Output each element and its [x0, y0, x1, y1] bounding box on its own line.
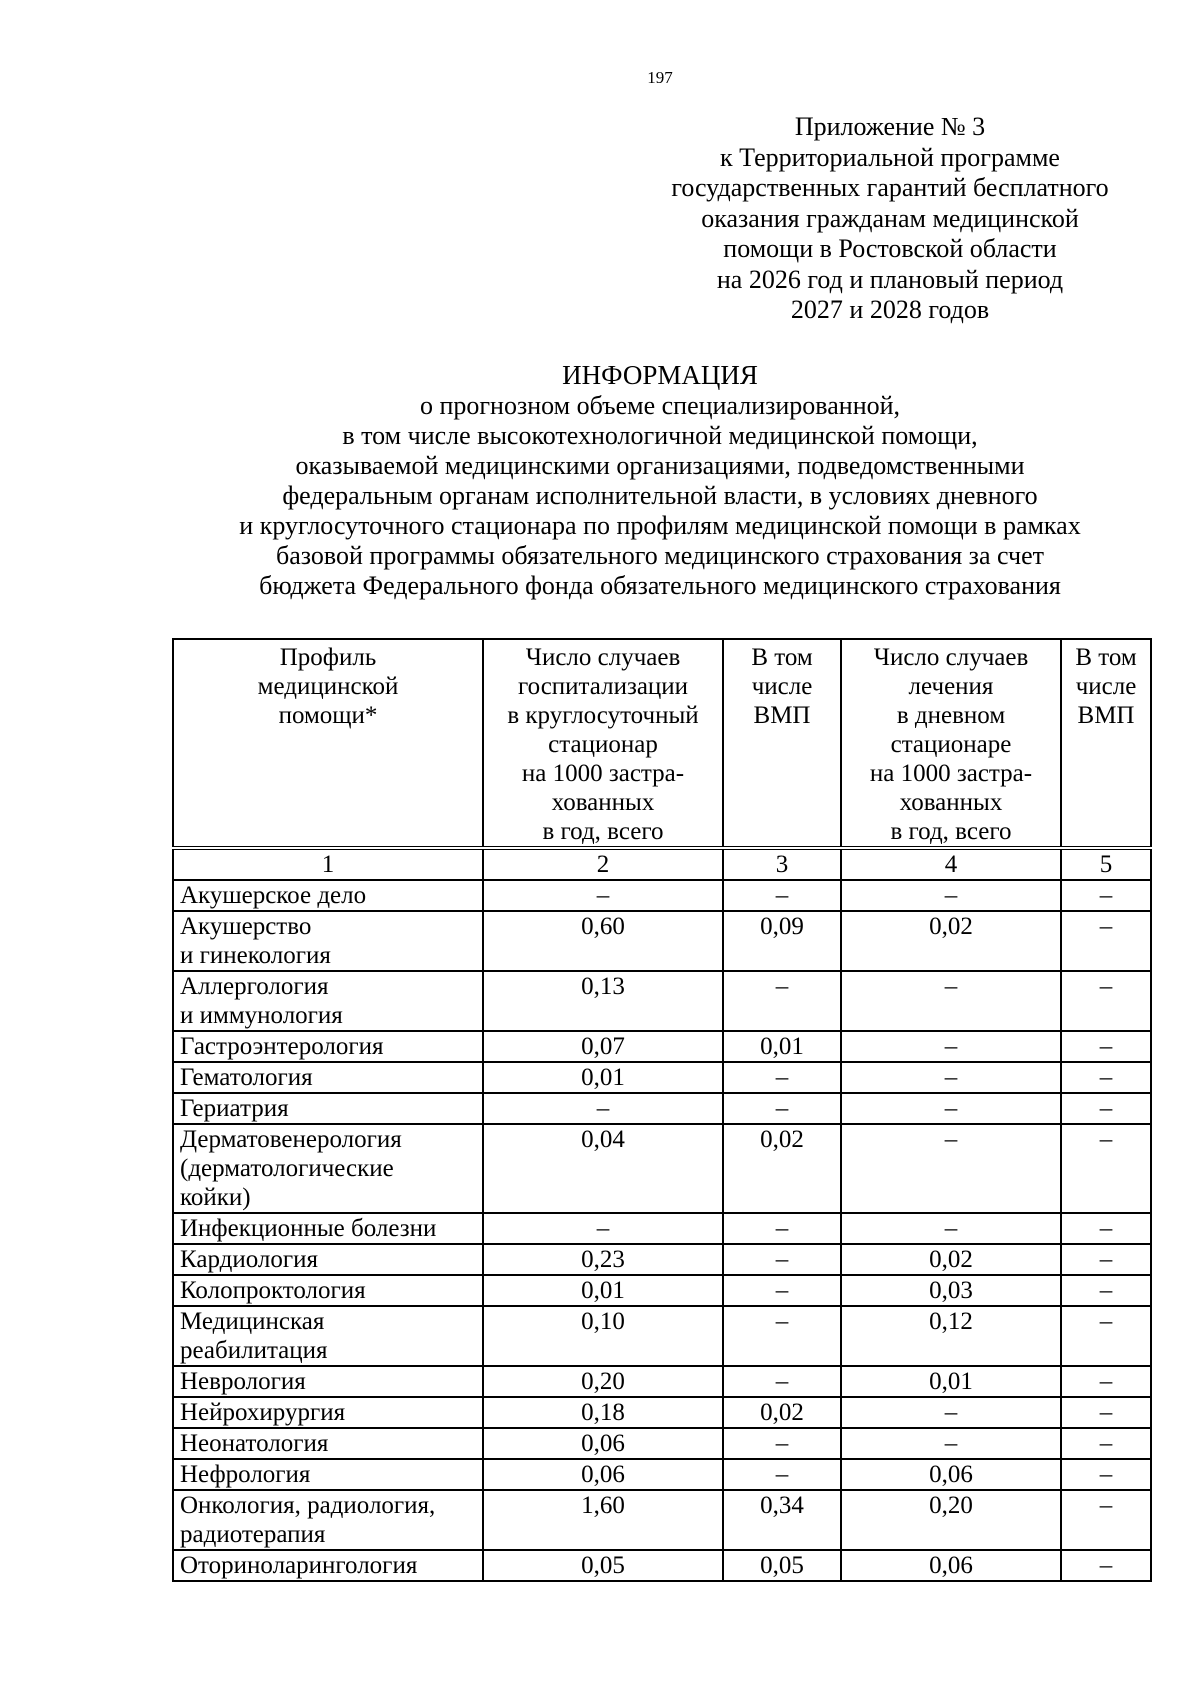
day-vmp-cell: –	[1061, 1550, 1151, 1581]
profile-name-cell	[173, 1275, 483, 1306]
hospital-cases-cell: –	[483, 1213, 723, 1244]
hospital-cases-cell: 0,06	[483, 1428, 723, 1459]
day-vmp-cell: –	[1061, 1213, 1151, 1244]
table-row	[173, 1213, 1151, 1244]
column-number-row	[173, 848, 1151, 880]
day-cases-cell: –	[841, 1428, 1061, 1459]
profile-name-cell	[173, 1459, 483, 1490]
day-vmp-cell: –	[1061, 1428, 1151, 1459]
day-cases-cell: 0,12	[841, 1306, 1061, 1366]
table-row	[173, 1366, 1151, 1397]
hospital-vmp-cell: –	[723, 1213, 841, 1244]
profile-name-line: Нефрология	[180, 1461, 311, 1488]
hospital-cases-cell: 1,60	[483, 1490, 723, 1550]
hospital-vmp-cell: –	[723, 1306, 841, 1366]
profile-name-line: койки)	[180, 1184, 251, 1211]
profile-name-cell	[173, 1366, 483, 1397]
profile-name-line: Онкология, радиология,	[180, 1492, 436, 1519]
hospital-vmp-cell: 0,01	[723, 1031, 841, 1062]
profile-name-cell	[173, 1397, 483, 1428]
day-cases-cell: –	[841, 971, 1061, 1031]
profile-name-line: Неонатология	[180, 1430, 329, 1457]
hospital-vmp-cell: –	[723, 1275, 841, 1306]
profile-name-cell	[173, 1213, 483, 1244]
profile-name-line: Аллергология	[180, 973, 329, 1000]
hospital-cases-cell: –	[483, 880, 723, 911]
appendix-line: на 2026 год и плановый период	[716, 264, 1064, 294]
day-cases-cell: –	[841, 1397, 1061, 1428]
profile-name-line: Оториноларингология	[180, 1552, 418, 1579]
hospital-cases-cell: 0,18	[483, 1397, 723, 1428]
table-row	[173, 1031, 1151, 1062]
hospital-vmp-cell: 0,02	[723, 1124, 841, 1213]
document-subtitle-line: оказываемой медицинскими организациями, подведомственными	[295, 451, 1025, 480]
table-row	[173, 1428, 1151, 1459]
day-vmp-cell: –	[1061, 911, 1151, 971]
document-subtitle-line: федеральным органам исполнительной власти, в условиях дневного	[282, 481, 1038, 510]
profile-name-cell	[173, 1428, 483, 1459]
document-title: ИНФОРМАЦИЯ	[562, 360, 758, 390]
table-row	[173, 1550, 1151, 1581]
profile-name-line: Колопроктология	[180, 1277, 366, 1304]
hospital-cases-cell: 0,07	[483, 1031, 723, 1062]
appendix-reference	[640, 112, 1140, 326]
day-cases-cell: –	[841, 1062, 1061, 1093]
appendix-line: помощи в Ростовской области	[723, 234, 1057, 263]
day-vmp-cell: –	[1061, 1275, 1151, 1306]
table-row	[173, 971, 1151, 1031]
day-vmp-cell: –	[1061, 1366, 1151, 1397]
hospital-vmp-cell: 0,34	[723, 1490, 841, 1550]
profile-name-cell	[173, 1124, 483, 1213]
table-row	[173, 1124, 1151, 1213]
header-day-vmp: В том числе ВМП	[1061, 639, 1151, 848]
table-row	[173, 1459, 1151, 1490]
appendix-line: оказания гражданам медицинской	[701, 203, 1079, 233]
document-subtitle-line: и круглосуточного стационара по профилям медицинской помощи в рамках	[239, 511, 1081, 540]
hospital-cases-cell: 0,05	[483, 1550, 723, 1581]
appendix-line: 2027 и 2028 годов	[790, 295, 990, 324]
hospital-vmp-cell: –	[723, 1062, 841, 1093]
column-number: 1	[173, 848, 483, 880]
table-row	[173, 1397, 1151, 1428]
table-row	[173, 1275, 1151, 1306]
profile-name-line: Гериатрия	[180, 1095, 289, 1122]
profile-name-cell	[173, 1550, 483, 1581]
profile-name-line: и гинекология	[180, 942, 331, 969]
day-vmp-cell: –	[1061, 1031, 1151, 1062]
volume-table	[172, 638, 1152, 1582]
profile-name-cell	[173, 880, 483, 911]
profile-name-line: Акушерское дело	[180, 882, 367, 909]
day-cases-cell: –	[841, 1213, 1061, 1244]
profile-name-line: (дерматологические	[180, 1155, 394, 1182]
day-vmp-cell: –	[1061, 1062, 1151, 1093]
column-number: 4	[841, 848, 1061, 880]
hospital-cases-cell: 0,06	[483, 1459, 723, 1490]
hospital-vmp-cell: 0,09	[723, 911, 841, 971]
day-vmp-cell: –	[1061, 1244, 1151, 1275]
day-cases-cell: 0,01	[841, 1366, 1061, 1397]
day-cases-cell: 0,06	[841, 1550, 1061, 1581]
header-hospital-cases: Число случаев госпитализации в круглосуточный стационар на 1000 застра- хованных в год, всего	[483, 639, 723, 848]
profile-name-cell	[173, 1031, 483, 1062]
column-number: 5	[1061, 848, 1151, 880]
day-cases-cell: –	[841, 1124, 1061, 1213]
day-vmp-cell: –	[1061, 880, 1151, 911]
profile-name-line: Неврология	[180, 1368, 306, 1395]
hospital-cases-cell: –	[483, 1093, 723, 1124]
profile-name-cell	[173, 1062, 483, 1093]
table-row	[173, 1490, 1151, 1550]
profile-name-cell	[173, 1490, 483, 1550]
appendix-line: к Территориальной программе	[720, 142, 1060, 172]
hospital-vmp-cell: –	[723, 1366, 841, 1397]
day-cases-cell: –	[841, 880, 1061, 911]
day-vmp-cell: –	[1061, 1306, 1151, 1366]
document-subtitle-line: о прогнозном объеме специализированной,	[419, 391, 901, 420]
profile-name-line: реабилитация	[180, 1337, 328, 1364]
table-row	[173, 1244, 1151, 1275]
document-heading	[160, 360, 1160, 601]
hospital-cases-cell: 0,01	[483, 1275, 723, 1306]
appendix-line: государственных гарантий бесплатного	[671, 173, 1109, 202]
document-subtitle-line: в том числе высокотехнологичной медицинской помощи,	[342, 421, 978, 450]
profile-name-line: Дерматовенерология	[180, 1126, 402, 1153]
appendix-line: Приложение № 3	[794, 112, 986, 141]
day-vmp-cell: –	[1061, 1093, 1151, 1124]
header-hospital-vmp: В том числе ВМП	[723, 639, 841, 848]
day-cases-cell: 0,02	[841, 1244, 1061, 1275]
hospital-vmp-cell: 0,02	[723, 1397, 841, 1428]
profile-name-line: Инфекционные болезни	[180, 1215, 437, 1242]
profile-name-line: и иммунология	[180, 1002, 343, 1029]
day-vmp-cell: –	[1061, 1490, 1151, 1550]
profile-name-line: Акушерство	[180, 913, 312, 940]
header-profile: Профиль медицинской помощи*	[173, 639, 483, 848]
profile-name-cell	[173, 1306, 483, 1366]
column-number: 3	[723, 848, 841, 880]
profile-name-line: радиотерапия	[180, 1521, 326, 1548]
page-number: 197	[647, 68, 673, 87]
profile-name-cell	[173, 1244, 483, 1275]
day-vmp-cell: –	[1061, 1397, 1151, 1428]
hospital-cases-cell: 0,23	[483, 1244, 723, 1275]
hospital-cases-cell: 0,20	[483, 1366, 723, 1397]
header-day-cases: Число случаев лечения в дневном стационаре на 1000 застра- хованных в год, всего	[841, 639, 1061, 848]
hospital-cases-cell: 0,04	[483, 1124, 723, 1213]
day-vmp-cell: –	[1061, 1459, 1151, 1490]
day-vmp-cell: –	[1061, 971, 1151, 1031]
day-cases-cell: –	[841, 1031, 1061, 1062]
table-row	[173, 1306, 1151, 1366]
table-header-row	[173, 639, 1151, 848]
profile-name-line: Гастроэнтерология	[180, 1033, 384, 1060]
document-subtitle-line: базовой программы обязательного медицинского страхования за счет	[276, 541, 1044, 570]
table-row	[173, 1062, 1151, 1093]
hospital-cases-cell: 0,10	[483, 1306, 723, 1366]
hospital-vmp-cell: –	[723, 1459, 841, 1490]
day-cases-cell: 0,02	[841, 911, 1061, 971]
hospital-vmp-cell: –	[723, 880, 841, 911]
hospital-vmp-cell: –	[723, 1093, 841, 1124]
table-row	[173, 1093, 1151, 1124]
hospital-vmp-cell: –	[723, 1428, 841, 1459]
table-row	[173, 911, 1151, 971]
hospital-vmp-cell: –	[723, 971, 841, 1031]
hospital-cases-cell: 0,13	[483, 971, 723, 1031]
hospital-cases-cell: 0,60	[483, 911, 723, 971]
day-cases-cell: 0,06	[841, 1459, 1061, 1490]
document-subtitle-line: бюджета Федерального фонда обязательного медицинского страхования	[259, 571, 1061, 600]
profile-name-line: Гематология	[180, 1064, 313, 1091]
profile-name-cell	[173, 1093, 483, 1124]
profile-name-cell	[173, 971, 483, 1031]
day-vmp-cell: –	[1061, 1124, 1151, 1213]
table-row	[173, 880, 1151, 911]
day-cases-cell: 0,20	[841, 1490, 1061, 1550]
profile-name-cell	[173, 911, 483, 971]
day-cases-cell: –	[841, 1093, 1061, 1124]
hospital-vmp-cell: –	[723, 1244, 841, 1275]
profile-name-line: Нейрохирургия	[180, 1399, 346, 1426]
hospital-cases-cell: 0,01	[483, 1062, 723, 1093]
profile-name-line: Кардиология	[180, 1246, 318, 1273]
profile-name-line: Медицинская	[180, 1308, 325, 1335]
column-number: 2	[483, 848, 723, 880]
hospital-vmp-cell: 0,05	[723, 1550, 841, 1581]
day-cases-cell: 0,03	[841, 1275, 1061, 1306]
